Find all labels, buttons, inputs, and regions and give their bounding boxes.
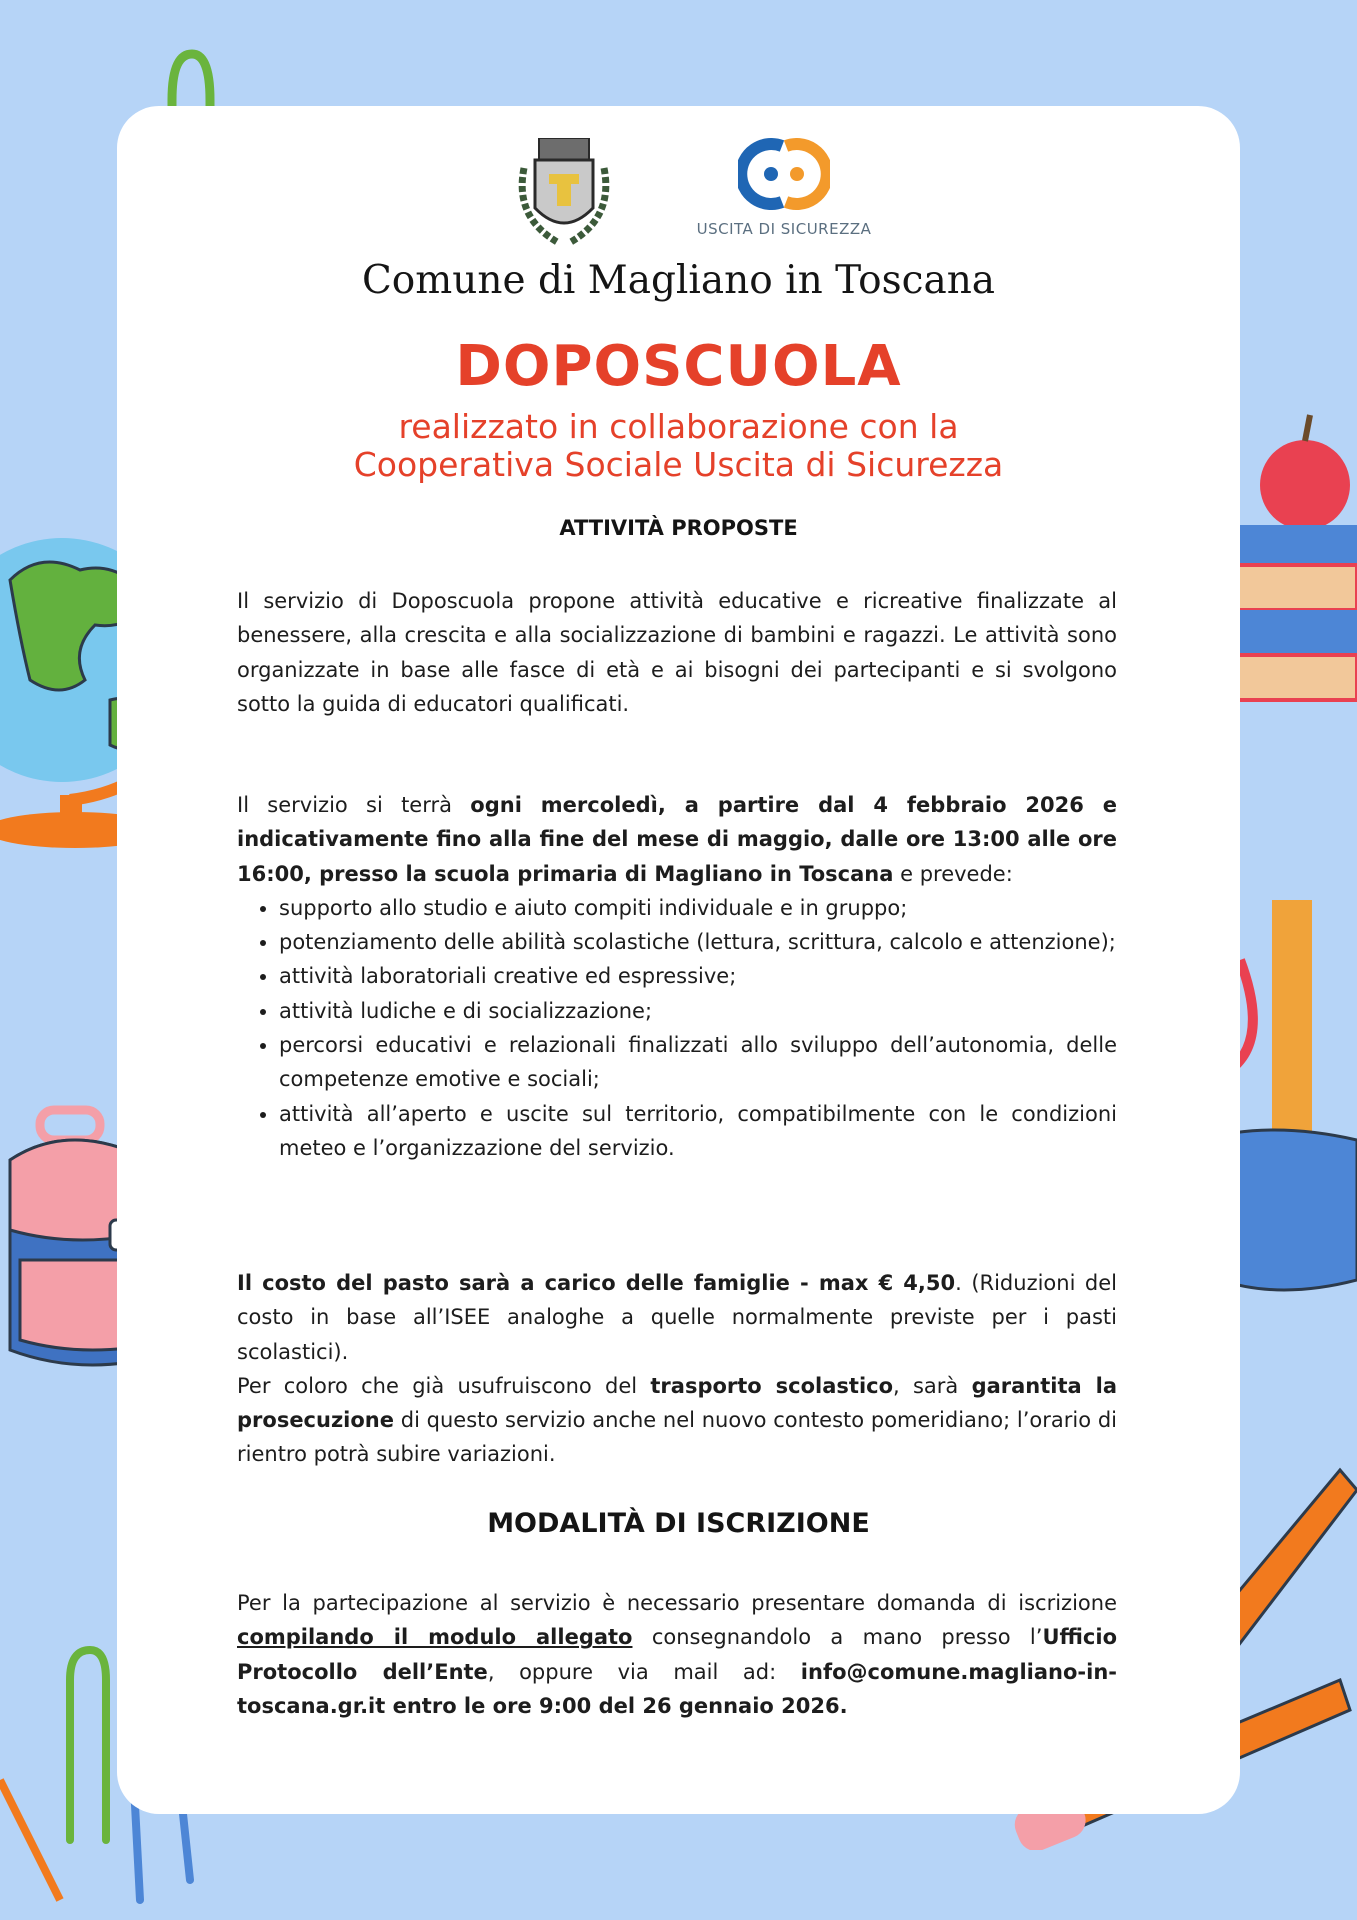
schedule-pre: Il servizio si terrà (237, 793, 471, 817)
enrollment-block (237, 1586, 1117, 1723)
meal-cost-paragraph (237, 1266, 1117, 1369)
page-title: DOPOSCUOLA (455, 334, 902, 399)
activities-heading: ATTIVITÀ PROPOSTE (559, 516, 798, 540)
office-name: Ufficio Protocollo dell’Ente (237, 1625, 1117, 1684)
schedule-block (237, 788, 1117, 1165)
list-item: • potenziamento delle abilità scolastiche (lettura, scrittura, calcolo e attenzione); (279, 925, 1117, 959)
list-item: • attività laboratoriali creative ed espressive; (279, 959, 1117, 993)
activities-list (237, 891, 1117, 1165)
enrollment-paragraph (237, 1586, 1117, 1723)
list-item: • attività ludiche e di socializzazione; (279, 994, 1117, 1028)
transport-guarantee: garantita la prosecuzione (237, 1373, 1117, 1433)
costs-block (237, 1266, 1117, 1472)
activities-intro: Il servizio di Doposcuola propone attività educative e ricreative finalizzate al benessere, alla crescita e alla socializzazione di bambini e ragazzi. Le attività sono organizzate in base alle fasce di età e ai bisogni dei partecipanti e si svolgono sotto la guida di educatori qualificati. (237, 589, 1117, 716)
form-link[interactable]: compilando il modulo allegato (237, 1625, 633, 1650)
meal-cost-end: . (955, 1271, 962, 1295)
email-and-deadline[interactable]: info@comune.magliano-in-toscana.gr.it entro le ore 9:00 del 26 gennaio 2026. (237, 1659, 1117, 1718)
enrollment-mid: consegnandolo a mano presso l’ (632, 1625, 1043, 1650)
schedule-details: ogni mercoledì, a partire dal 4 febbraio 2026 e indicativamente fino alla fine del mese di maggio, dalle ore 13:00 alle ore 16:00, presso la scuola primaria di Magliano in Toscana (237, 793, 1118, 886)
enrollment-heading: MODALITÀ DI ISCRIZIONE (487, 1508, 870, 1539)
transport-post: di questo servizio anche nel nuovo contesto pomeridiano; l’orario di rientro potrà subire variazioni. (237, 1408, 1117, 1467)
comune-title: Comune di Magliano in Toscana (361, 258, 996, 303)
list-item: • percorsi educativi e relazionali finalizzati allo sviluppo dell’autonomia, delle competenze emotive e sociali; (279, 1028, 1117, 1097)
schedule-paragraph (237, 788, 1117, 891)
coop-logo-text: USCITA DI SICUREZZA (696, 220, 872, 238)
meal-reductions: (Riduzioni del costo in base all’ISEE analoghe a quelle normalmente previste per i pasti scolastici). (237, 1271, 1117, 1364)
subtitle-line-1: realizzato in collaborazione con la (398, 407, 959, 446)
enrollment-pre: Per la partecipazione al servizio è necessario presentare domanda di iscrizione (237, 1591, 1117, 1615)
list-item: • attività all’aperto e uscite sul territorio, compatibilmente con le condizioni meteo e l’organizzazione del servizio. (279, 1097, 1117, 1166)
municipal-crest-icon (509, 138, 619, 256)
logo-row (117, 130, 1240, 260)
enrollment-mid2: , oppure via mail ad: (487, 1659, 801, 1684)
content-card (117, 106, 1240, 1814)
transport-pre: Per coloro che già usufruiscono del (237, 1373, 651, 1398)
coop-logo (684, 138, 884, 238)
subtitle (117, 408, 1240, 484)
meal-cost: Il costo del pasto sarà a carico delle famiglie - max € 4,50 (237, 1271, 956, 1295)
subtitle-line-2: Cooperativa Sociale Uscita di Sicurezza (353, 445, 1004, 484)
transport-mid: , sarà (893, 1373, 972, 1398)
transport-paragraph (237, 1369, 1117, 1472)
uscita-di-sicurezza-logo-icon (738, 138, 830, 210)
list-item: • supporto allo studio e aiuto compiti individuale e in gruppo; (279, 891, 1117, 925)
transport-service: trasporto scolastico (650, 1373, 894, 1398)
schedule-post: e prevede: (893, 861, 1013, 886)
